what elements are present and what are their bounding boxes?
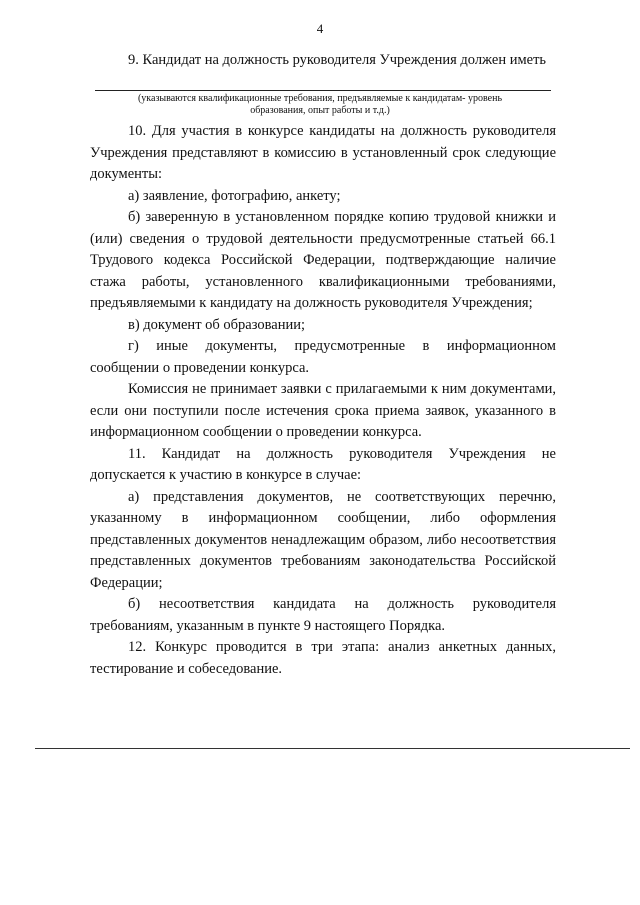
document-body [90,121,556,680]
paragraph-10-b: б) заверенную в установленном порядке копию трудовой книжки и (или) сведения о трудовой деятельности предусмотренные статьей 66.1 Трудового кодекса Российской Федерации, подтверждающие наличие стажа работы, установленного квалификационными требованиями, предъявляемыми к кандидату на должность руководителя Учреждения; [90,209,556,311]
footer-rule [35,748,630,749]
paragraph-10: 10. Для участия в конкурсе кандидаты на должность руководителя Учреждения представляют в комиссию в установленный срок следующие документы: [90,123,556,182]
paragraph-10-g: г) иные документы, предусмотренные в информационном сообщении о проведении конкурса. [90,338,556,376]
paragraph-11: 11. Кандидат на должность руководителя Учреждения не допускается к участию в конкурсе в случае: [90,445,556,483]
page-number: 4 [316,21,324,36]
item-9-text: 9. Кандидат на должность руководителя Учреждения должен иметь [128,52,547,68]
fill-in-blank-line [95,90,551,91]
paragraph-10-a: а) заявление, фотографию, анкету; [128,187,341,204]
fill-in-hint: (указываются квалификационные требования, предъявляемые к кандидатам- уровень образования, опыт работы и т.д.) [137,93,503,116]
paragraph-commission: Комиссия не принимает заявки с прилагаемыми к ним документами, если они поступили после истечения срока приема заявок, указанного в информационном сообщении о проведении конкурса. [90,381,556,440]
paragraph-10-v: в) документ об образовании; [128,316,306,333]
paragraph-11-a: а) представления документов, не соответствующих перечню, указанному в информационном сообщении, либо оформления представленных документов ненадлежащим образом, либо несоответствия представленных документов требованиям законодательства Российской Федерации; [90,488,556,591]
paragraph-11-b: б) несоответствия кандидата на должность руководителя требованиям, указанным в пункте 9 настоящего Порядка. [90,596,556,634]
paragraph-12: 12. Конкурс проводится в три этапа: анализ анкетных данных, тестирование и собеседование. [90,639,556,677]
item-9-heading [90,50,556,72]
